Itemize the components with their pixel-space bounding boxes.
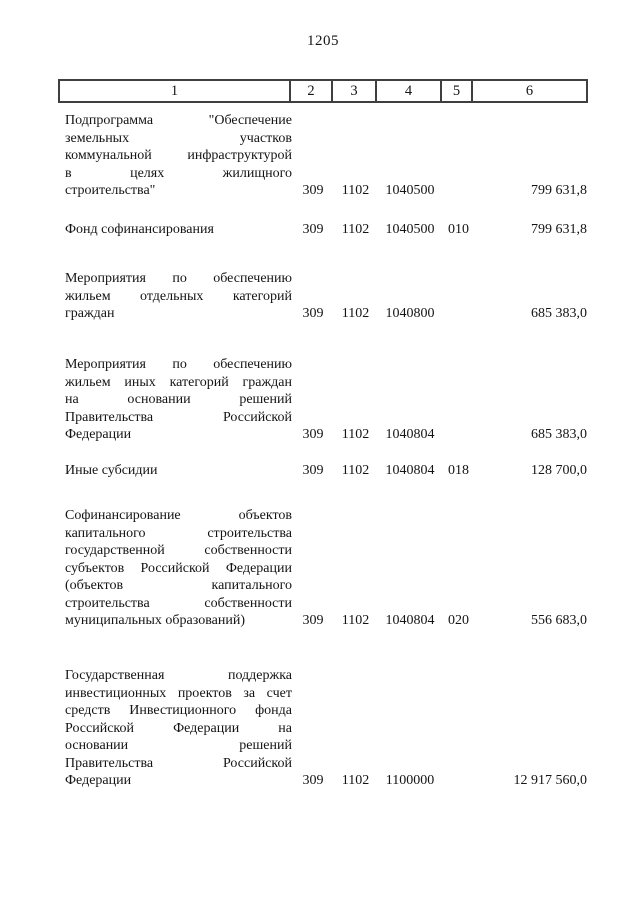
section-code: 1102	[341, 773, 370, 788]
agency-code: 309	[302, 613, 324, 628]
target-article-code: 1040800	[385, 306, 435, 321]
table-row	[65, 270, 587, 323]
row-name: Софинансирование объектов капитального строительства государственной собственности субъектов Российской Федерации (объектов капитального строительства собственности муниципальных образований)	[65, 508, 292, 628]
header-cell-4: 4	[377, 81, 442, 101]
amount: 799 631,8	[531, 183, 587, 198]
amount: 556 683,0	[531, 613, 587, 628]
section-code: 1102	[341, 613, 370, 628]
page-number: 1205	[307, 33, 339, 49]
expense-type-code: 020	[448, 613, 469, 628]
row-name: Подпрограмма "Обеспечение земельных участков коммунальной инфраструктурой в целях жилищного строительства"	[65, 113, 292, 198]
table-header	[58, 79, 588, 103]
amount: 128 700,0	[531, 463, 587, 478]
section-code: 1102	[341, 427, 370, 442]
header-cell-2: 2	[291, 81, 333, 101]
header-cell-5: 5	[442, 81, 473, 101]
table-row	[65, 356, 587, 444]
row-name: Мероприятия по обеспечению жильем иных категорий граждан на основании решений Правительства Российской Федерации	[65, 357, 292, 442]
target-article-code: 1040804	[385, 463, 435, 478]
header-cell-6: 6	[525, 82, 534, 99]
row-name: Иные субсидии	[65, 463, 158, 478]
section-code: 1102	[341, 222, 370, 237]
target-article-code: 1040500	[385, 222, 435, 237]
row-name: Мероприятия по обеспечению жильем отдельных категорий граждан	[65, 271, 292, 321]
header-cell-1: 1	[60, 81, 291, 101]
section-code: 1102	[341, 183, 370, 198]
target-article-code: 1040500	[385, 183, 435, 198]
expense-type-code: 010	[448, 222, 469, 237]
table-row	[65, 112, 587, 200]
agency-code: 309	[302, 306, 324, 321]
target-article-code: 1040804	[385, 427, 435, 442]
row-name: Фонд софинансирования	[65, 222, 214, 237]
agency-code: 309	[302, 463, 324, 478]
header-cell-3: 3	[333, 81, 377, 101]
row-name: Государственная поддержка инвестиционных проектов за счет средств Инвестиционного фонда Российской Федерации на основании решений Правительства Российской Федерации	[65, 668, 292, 788]
table-row	[65, 667, 587, 790]
table-row	[65, 221, 587, 239]
agency-code: 309	[302, 222, 324, 237]
target-article-code: 1040804	[385, 613, 435, 628]
expense-type-code: 018	[448, 463, 469, 478]
amount: 685 383,0	[531, 306, 587, 321]
section-code: 1102	[341, 463, 370, 478]
agency-code: 309	[302, 183, 324, 198]
amount: 799 631,8	[531, 222, 587, 237]
amount: 12 917 560,0	[513, 773, 587, 788]
table-row	[65, 462, 587, 480]
section-code: 1102	[341, 306, 370, 321]
agency-code: 309	[302, 427, 324, 442]
amount: 685 383,0	[531, 427, 587, 442]
target-article-code: 1100000	[385, 773, 435, 788]
agency-code: 309	[302, 773, 324, 788]
table-row	[65, 507, 587, 630]
